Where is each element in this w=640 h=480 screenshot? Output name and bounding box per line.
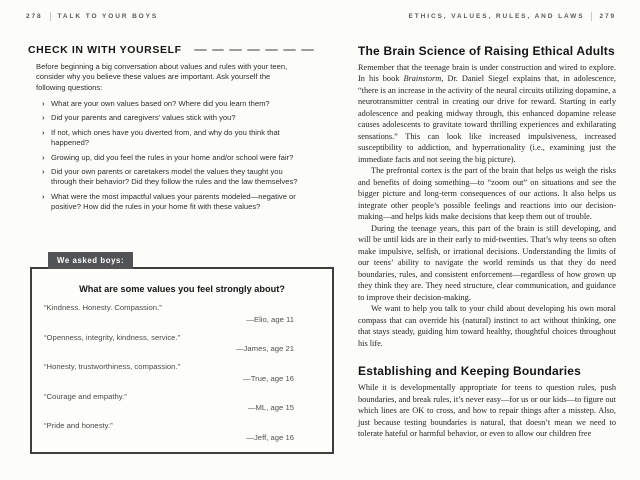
bullet-arrow-icon: ›: [42, 191, 45, 201]
list-item: [42, 128, 298, 148]
paragraph-segment: , Dr. Daniel Siegel explains that, in adolescence, “there is an increase in the activity of the neural circuits utilizing dopamine, a neurotransmitter central in creating our drive for reward. Starting in early adolescence and peaking midway through, this enhanced dopamine release causes adolescents to gravitate toward thrilling experiences and exhilarating sensations.” This can look like increased impulsiveness, increased susceptibility to addiction, and hyperrationality (i.e., examining just the immediate facts and not seeing the big picture).: [358, 74, 616, 164]
list-item: [42, 153, 298, 163]
quote-entry: [44, 362, 320, 383]
paragraph: While it is developmentally appropriate for teens to question rules, push boundaries, and break rules, it’s never easy—for us or our kids—to figure out which lines are OK to cross, and how to repair things after a misstep. Also, just because testing boundaries is natural, that doesn’t mean we need to tolerate hateful or harmful behavior, or even to allow our children free: [358, 383, 616, 439]
quote-entry: [44, 421, 320, 442]
left-page: [28, 44, 314, 212]
quote-text: “Courage and empathy.”: [44, 391, 127, 401]
quote-text: “Honesty, trustworthiness, compassion.”: [44, 362, 181, 371]
paragraph: We want to help you talk to your child about developing his own moral compass that can override his (natural) instinct to act without thinking, one that stays steady, guiding him toward healthy, thoughtful choices throughout his life.: [358, 304, 616, 348]
list-item: [42, 99, 298, 109]
page-number-left: 278: [26, 13, 43, 20]
question-text: Did your own parents or caretakers model the values they taught you through their behavior? Did they follow the rules and the law themselves?: [51, 167, 298, 187]
running-head-separator: [591, 12, 592, 21]
question-text: What are your own values based on? Where did you learn them?: [51, 98, 270, 108]
bullet-arrow-icon: ›: [42, 152, 45, 162]
section-boundaries: [358, 364, 616, 439]
we-asked-boys-badge: We asked boys:: [48, 252, 133, 269]
checkin-intro: Before beginning a big conversation about values and rules with your teen, consider why you believe these values are important. Ask yourself the following questions:: [36, 62, 288, 92]
paragraph: [358, 62, 616, 165]
bullet-arrow-icon: ›: [42, 127, 45, 137]
quote-entry: [44, 333, 320, 354]
paragraph-segment: Remember that the teenage brain is under construction and wired to explore. In his book: [358, 63, 616, 84]
quote-attribution: —Jeff, age 16: [246, 432, 294, 442]
question-text: Did your parents and caregivers’ values stick with you?: [51, 113, 236, 123]
quote-entry: [44, 303, 320, 324]
running-head-left: [26, 12, 158, 21]
quote-entry: [44, 392, 320, 413]
checkin-heading: CHECK IN WITH YOURSELF: [28, 44, 182, 56]
quote-attribution: —True, age 16: [243, 373, 294, 383]
list-item: [42, 167, 298, 187]
quote-attribution: —James, age 21: [235, 344, 294, 353]
checkin-heading-row: [28, 44, 314, 56]
quote-text: “Openness, integrity, kindness, service.”: [44, 332, 181, 342]
paragraph: During the teenage years, this part of the brain is still developing, and will be until kids are in their early to mid-twenties. That’s why teens so often make impulsive, selfish, or irrational decisions. Understanding the limits of our teens’ ability to navigate the world reminds us that they do need boundaries, rules, and consistent enforcement—regardless of how grown up they think they are. They need structure, clear communication, and guidance to improve their decision-making.: [358, 223, 616, 302]
bullet-arrow-icon: ›: [42, 167, 45, 177]
quote-attribution: —ML, age 15: [247, 403, 294, 412]
paragraph: The prefrontal cortex is the part of the brain that helps us weigh the risks and benefits of doing something—to “zoom out” on situations and see the bigger picture and long-term consequences of our actions. It also helps us integrate other people’s possible feelings and reactions into our decision-making—and helps kids make decisions that keep them out of trouble.: [358, 166, 616, 222]
bullet-arrow-icon: ›: [42, 98, 45, 108]
question-text: Growing up, did you feel the rules in your home and/or school were fair?: [51, 152, 294, 162]
quote-box-title: What are some values you feel strongly about?: [79, 284, 285, 294]
running-head-left-title: TALK TO YOUR BOYS: [57, 13, 159, 20]
quote-text: “Pride and honesty.”: [44, 421, 113, 430]
quote-box: [30, 267, 334, 454]
running-head-separator: [50, 12, 51, 21]
page-number-right: 279: [599, 13, 616, 20]
quote-text: “Kindness. Honesty. Compassion.”: [44, 303, 162, 312]
book-title-italic: Brainstorm: [403, 74, 442, 84]
question-text: What were the most impactful values your parents modeled—negative or positive? How did the rules in your home fit with these values?: [51, 191, 296, 211]
list-item: [42, 192, 298, 212]
bullet-arrow-icon: ›: [42, 113, 45, 123]
heading-rule-dashes: [189, 49, 314, 52]
list-item: [42, 113, 298, 123]
section-heading-brain-science: The Brain Science of Raising Ethical Adults: [358, 44, 615, 58]
running-head-right-title: ETHICS, VALUES, RULES, AND LAWS: [408, 13, 585, 20]
quote-attribution: —Elio, age 11: [246, 314, 294, 324]
checkin-question-list: [42, 99, 298, 212]
section-heading-boundaries: Establishing and Keeping Boundaries: [358, 364, 582, 379]
right-page: [358, 44, 616, 440]
running-head-right: [409, 12, 616, 21]
question-text: If not, which ones have you diverted from, and why do you think that happened?: [51, 127, 280, 147]
